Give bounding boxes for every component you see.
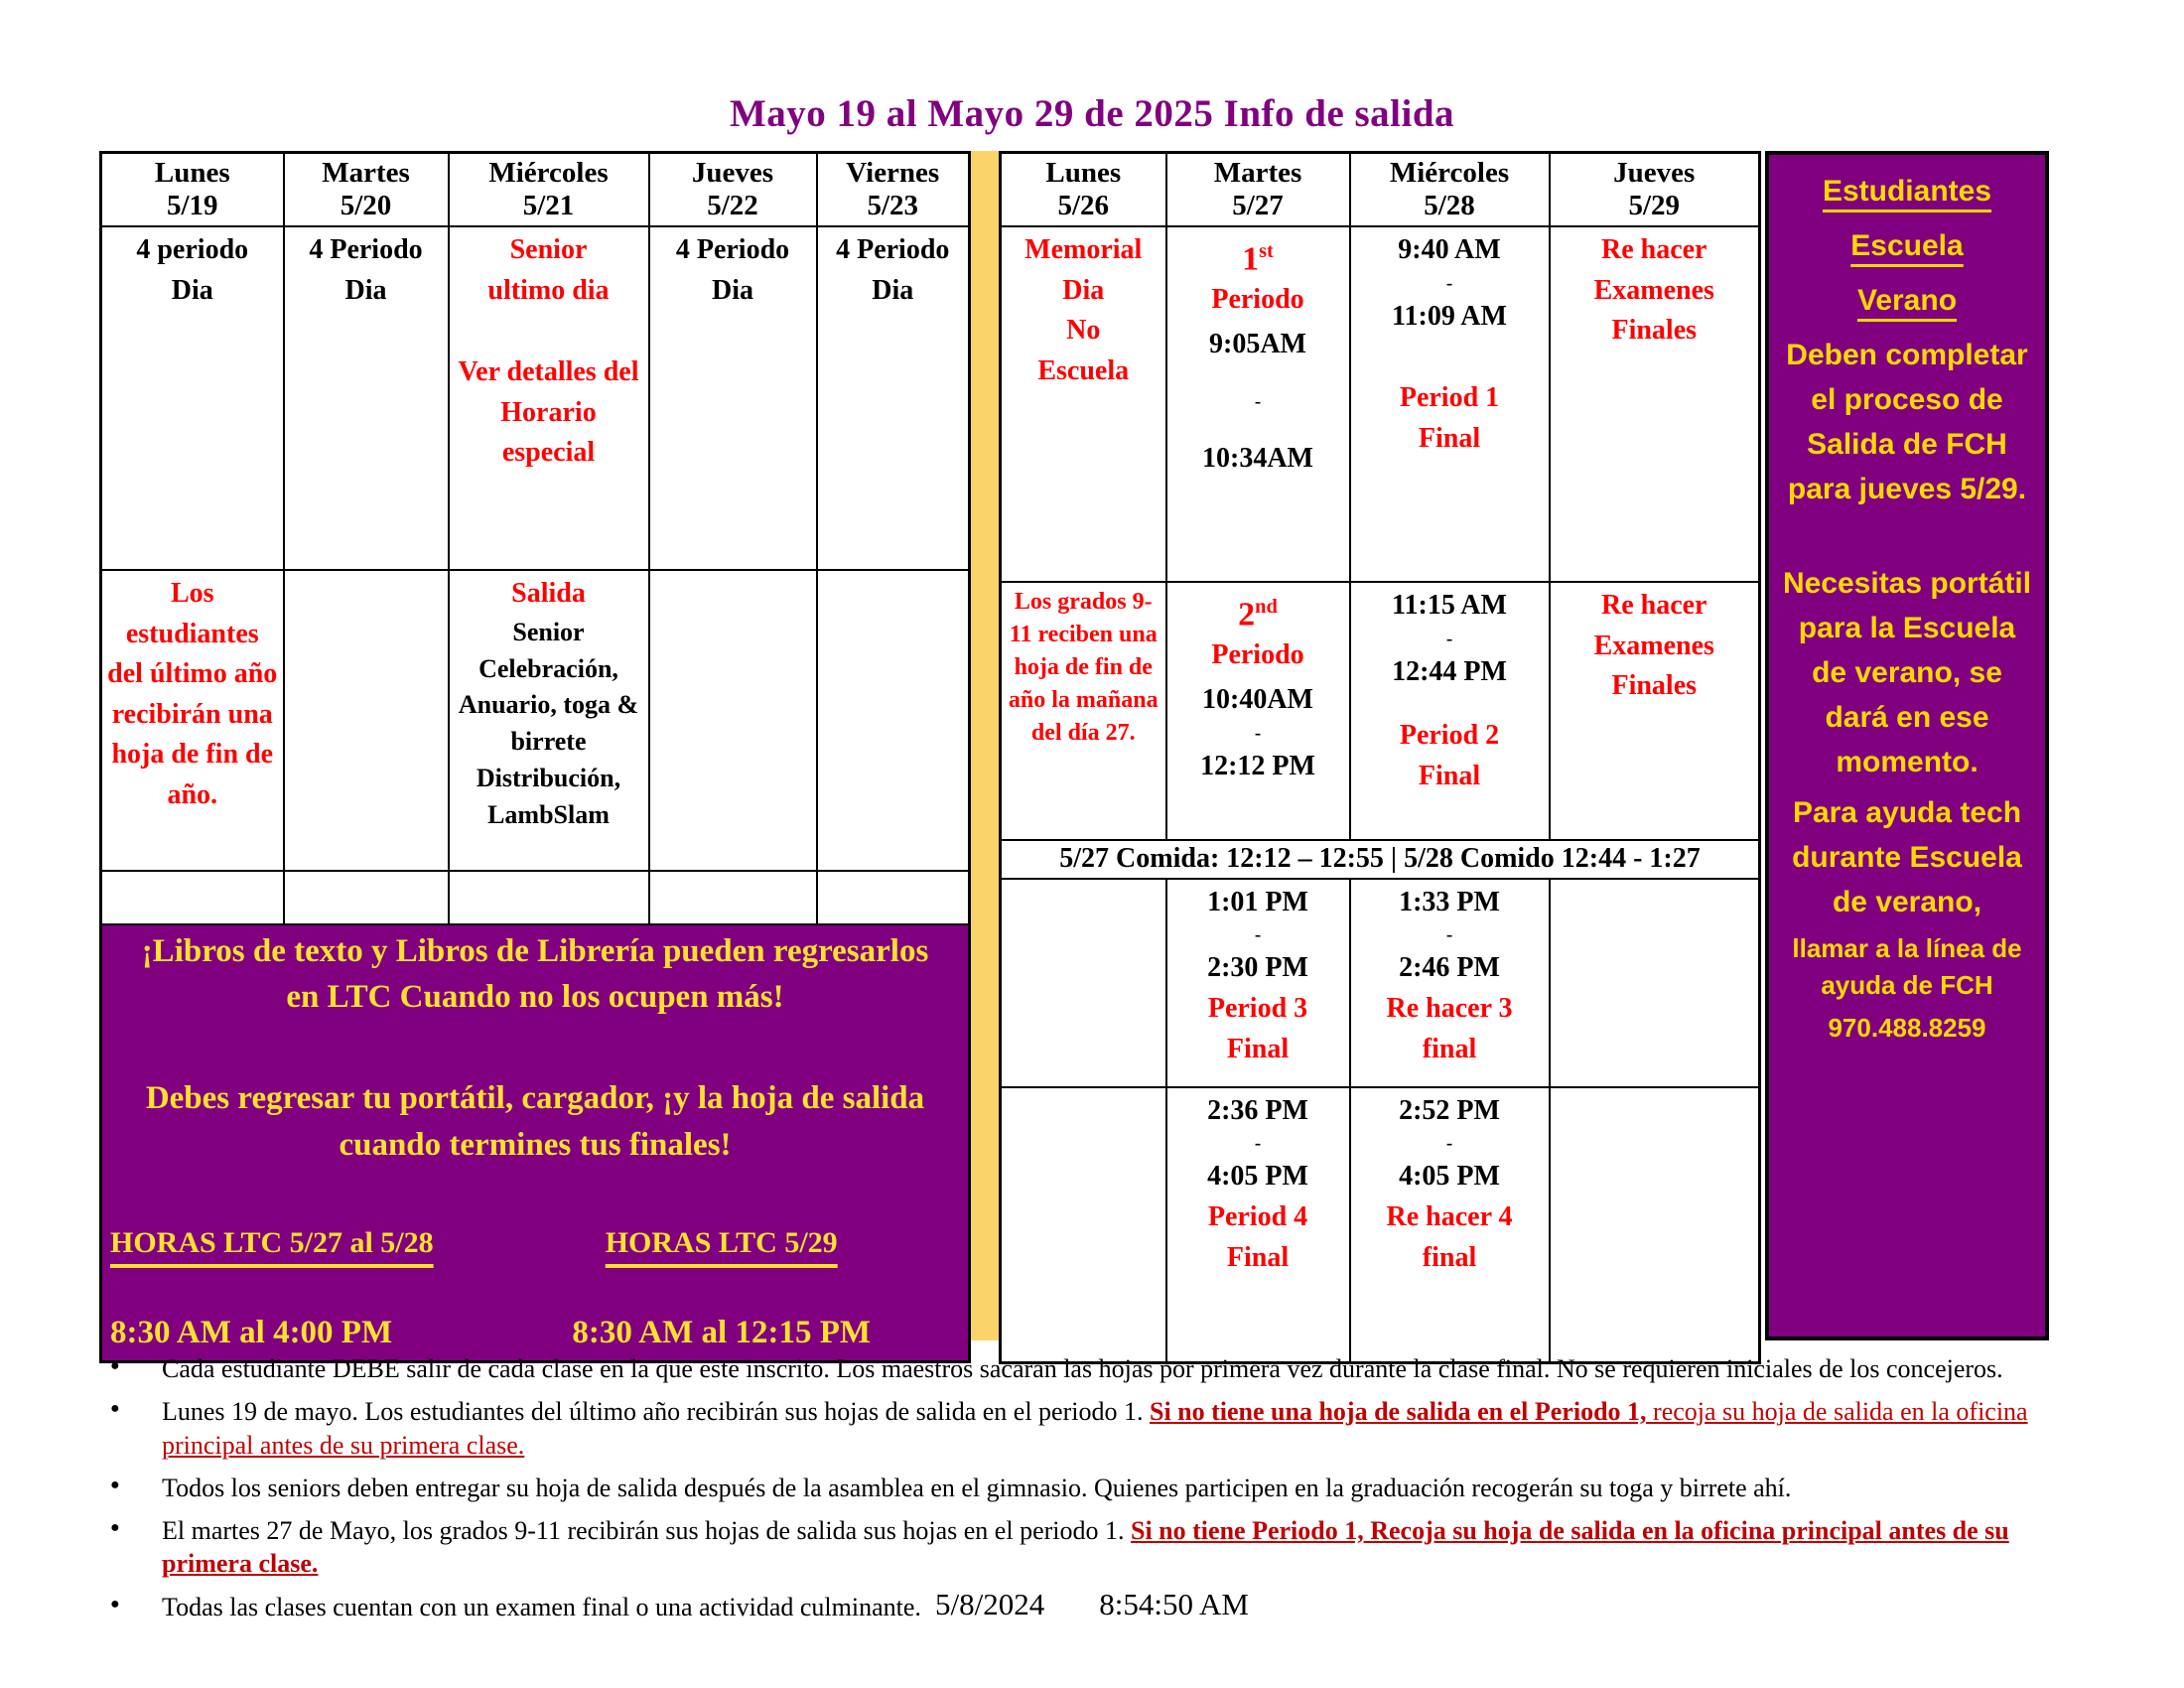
cell-5-23-schedule: 4 Periodo Dia: [817, 226, 970, 570]
cell-empty: [449, 871, 649, 924]
panel-laptop-text: Necesitas portátil para la Escuela de verano, se dará en ese momento.: [1782, 567, 2032, 778]
col-header-lunes-5-19: Lunes 5/19: [101, 153, 284, 227]
week2-row2: [1001, 582, 1760, 840]
week1-row3-empty: [101, 871, 970, 924]
col-header-lunes-5-26: Lunes 5/26: [1001, 153, 1166, 227]
week2-row4: [1001, 1087, 1760, 1363]
cell-5-29-retake-finals: Re hacer Examenes Finales: [1550, 226, 1760, 582]
cell-5-19-senior-note: Los estudiantes del último año recibirán una hoja de fin de año.: [101, 570, 284, 871]
cell-5-20-empty: [284, 570, 449, 871]
col-header-miercoles-5-28: Miércoles 5/28: [1350, 153, 1550, 227]
cell-5-28-period1-final: 9:40 AM - 11:09 AM Period 1 Final: [1350, 226, 1550, 582]
week2-table: [999, 151, 1761, 1364]
ltc-hours: [106, 1221, 964, 1357]
ltc-hours-527-528: HORAS LTC 5/27 al 5/28 8:30 AM al 4:00 PM: [110, 1225, 434, 1351]
laptop-return-text: Debes regresar tu portátil, cargador, ¡y la hoja de salida cuando termines tus finales!: [145, 1080, 925, 1163]
comida-row: [1001, 840, 1760, 879]
library-notice-block: [101, 924, 970, 1362]
library-return-text: ¡Libros de texto y Libros de Librería pueden regresarlos en LTC Cuando no los ocupen más!: [141, 933, 929, 1016]
col-header-martes-5-27: Martes 5/27: [1166, 153, 1350, 227]
cell-5-27-period2-final: 2nd Periodo 10:40AM - 12:12 PM: [1166, 582, 1350, 840]
gold-divider: [971, 151, 999, 1340]
cell-5-26-empty: [1001, 879, 1166, 1087]
library-notice-row: [101, 924, 970, 1362]
cell-5-28-retake4: 2:52 PM - 4:05 PM Re hacer 4 final: [1350, 1087, 1550, 1363]
cell-empty: [284, 871, 449, 924]
col-header-miercoles-5-21: Miércoles 5/21: [449, 153, 649, 227]
ltc-hours-529: HORAS LTC 5/29 8:30 AM al 12:15 PM: [572, 1225, 871, 1351]
panel-checkout-text: Deben completar el proceso de Salida de FCH para jueves 5/29.: [1786, 339, 2028, 505]
bullet-seniors-may19: ● Lunes 19 de mayo. Los estudiantes del último año recibirán sus hojas de salida en el periodo 1. Si no tiene una hoja de salida en el Periodo 1, recoja su hoja de salida en la oficina principal antes de su primera clase.: [102, 1395, 2104, 1462]
col-header-martes-5-20: Martes 5/20: [284, 153, 449, 227]
panel-heading-escuela: Escuela: [1850, 229, 1964, 262]
cell-5-21-salida: Salida Senior Celebración, Anuario, toga & birrete Distribución, LambSlam: [449, 570, 649, 871]
week2-row3: [1001, 879, 1760, 1087]
bullet-final-exams: ● Todas las clases cuentan con un examen final o una actividad culminante.: [102, 1591, 2104, 1623]
panel-helpline-text: llamar a la línea de ayuda de FCH: [1792, 933, 2022, 1000]
cell-5-26-grades-note: Los grados 9-11 reciben una hoja de fin de año la mañana del día 27.: [1001, 582, 1166, 840]
panel-heading-verano: Verano: [1856, 284, 1958, 317]
week1-row1: [101, 226, 970, 570]
bullet-seniors-assembly: ● Todos los seniors deben entregar su hoja de salida después de la asamblea en el gimnasio. Quienes participen en la graduación recogerán su toga y birrete ahí.: [102, 1472, 2104, 1504]
cell-5-29-retake-finals: Re hacer Examenes Finales: [1550, 582, 1760, 840]
print-time: 8:54:50 AM: [1099, 1587, 1249, 1621]
col-header-viernes-5-23: Viernes 5/23: [817, 153, 970, 227]
week1-row2: [101, 570, 970, 871]
col-header-jueves-5-22: Jueves 5/22: [649, 153, 817, 227]
cell-5-19-schedule: 4 periodo Dia: [101, 226, 284, 570]
cell-empty: [101, 871, 284, 924]
cell-5-26-empty: [1001, 1087, 1166, 1363]
week1-table: [99, 151, 971, 1363]
cell-5-27-period3-final: 1:01 PM - 2:30 PM Period 3 Final: [1166, 879, 1350, 1087]
cell-5-28-retake3: 1:33 PM - 2:46 PM Re hacer 3 final: [1350, 879, 1550, 1087]
col-header-jueves-5-29: Jueves 5/29: [1550, 153, 1760, 227]
summer-school-panel: [1765, 151, 2049, 1340]
cell-5-27-period4-final: 2:36 PM - 4:05 PM Period 4 Final: [1166, 1087, 1350, 1363]
week2-header-row: [1001, 153, 1760, 227]
cell-5-22-empty: [649, 570, 817, 871]
panel-phone-number: 970.488.8259: [1828, 1012, 1986, 1043]
cell-empty: [817, 871, 970, 924]
cell-5-29-empty: [1550, 1087, 1760, 1363]
bullet-checkout-rule: ● Cada estudiante DEBE salir de cada clase en la que este inscrito. Los maestros sacaran las hojas por primera vez durante la clase final. No se requieren iniciales de los concejeros.: [102, 1352, 2104, 1385]
cell-empty: [649, 871, 817, 924]
print-date: 5/8/2024: [935, 1587, 1045, 1621]
page-title: Mayo 19 al Mayo 29 de 2025 Info de salida: [729, 92, 1455, 135]
lunch-times: 5/27 Comida: 12:12 – 12:55 | 5/28 Comido 12:44 - 1:27: [1001, 840, 1760, 879]
cell-5-27-period1-final: 1st Periodo 9:05AM - 10:34AM: [1166, 226, 1350, 582]
panel-spacer: [1779, 517, 2035, 561]
calendar-area: [99, 151, 2049, 1364]
cell-5-29-empty: [1550, 879, 1760, 1087]
cell-5-23-empty: [817, 570, 970, 871]
panel-heading-estudiantes: Estudiantes: [1822, 175, 1992, 208]
cell-5-26-memorial-day: Memorial Dia No Escuela: [1001, 226, 1166, 582]
panel-tech-help-text: Para ayuda tech durante Escuela de verano,: [1792, 796, 2022, 918]
week1-header-row: [101, 153, 970, 227]
cell-5-20-schedule: 4 Periodo Dia: [284, 226, 449, 570]
print-timestamp: [0, 1587, 2184, 1622]
cell-5-28-period2-final: 11:15 AM - 12:44 PM Period 2 Final: [1350, 582, 1550, 840]
cell-5-21-senior-last-day: Senior ultimo dia Ver detalles del Horario especial: [449, 226, 649, 570]
bullet-grades-may27: ● El martes 27 de Mayo, los grados 9-11 recibirán sus hojas de salida sus hojas en el periodo 1. Si no tiene Periodo 1, Recoja su hoja de salida en la oficina principal antes de su primera clase.: [102, 1514, 2104, 1581]
week2-row1: [1001, 226, 1760, 582]
cell-5-22-schedule: 4 Periodo Dia: [649, 226, 817, 570]
